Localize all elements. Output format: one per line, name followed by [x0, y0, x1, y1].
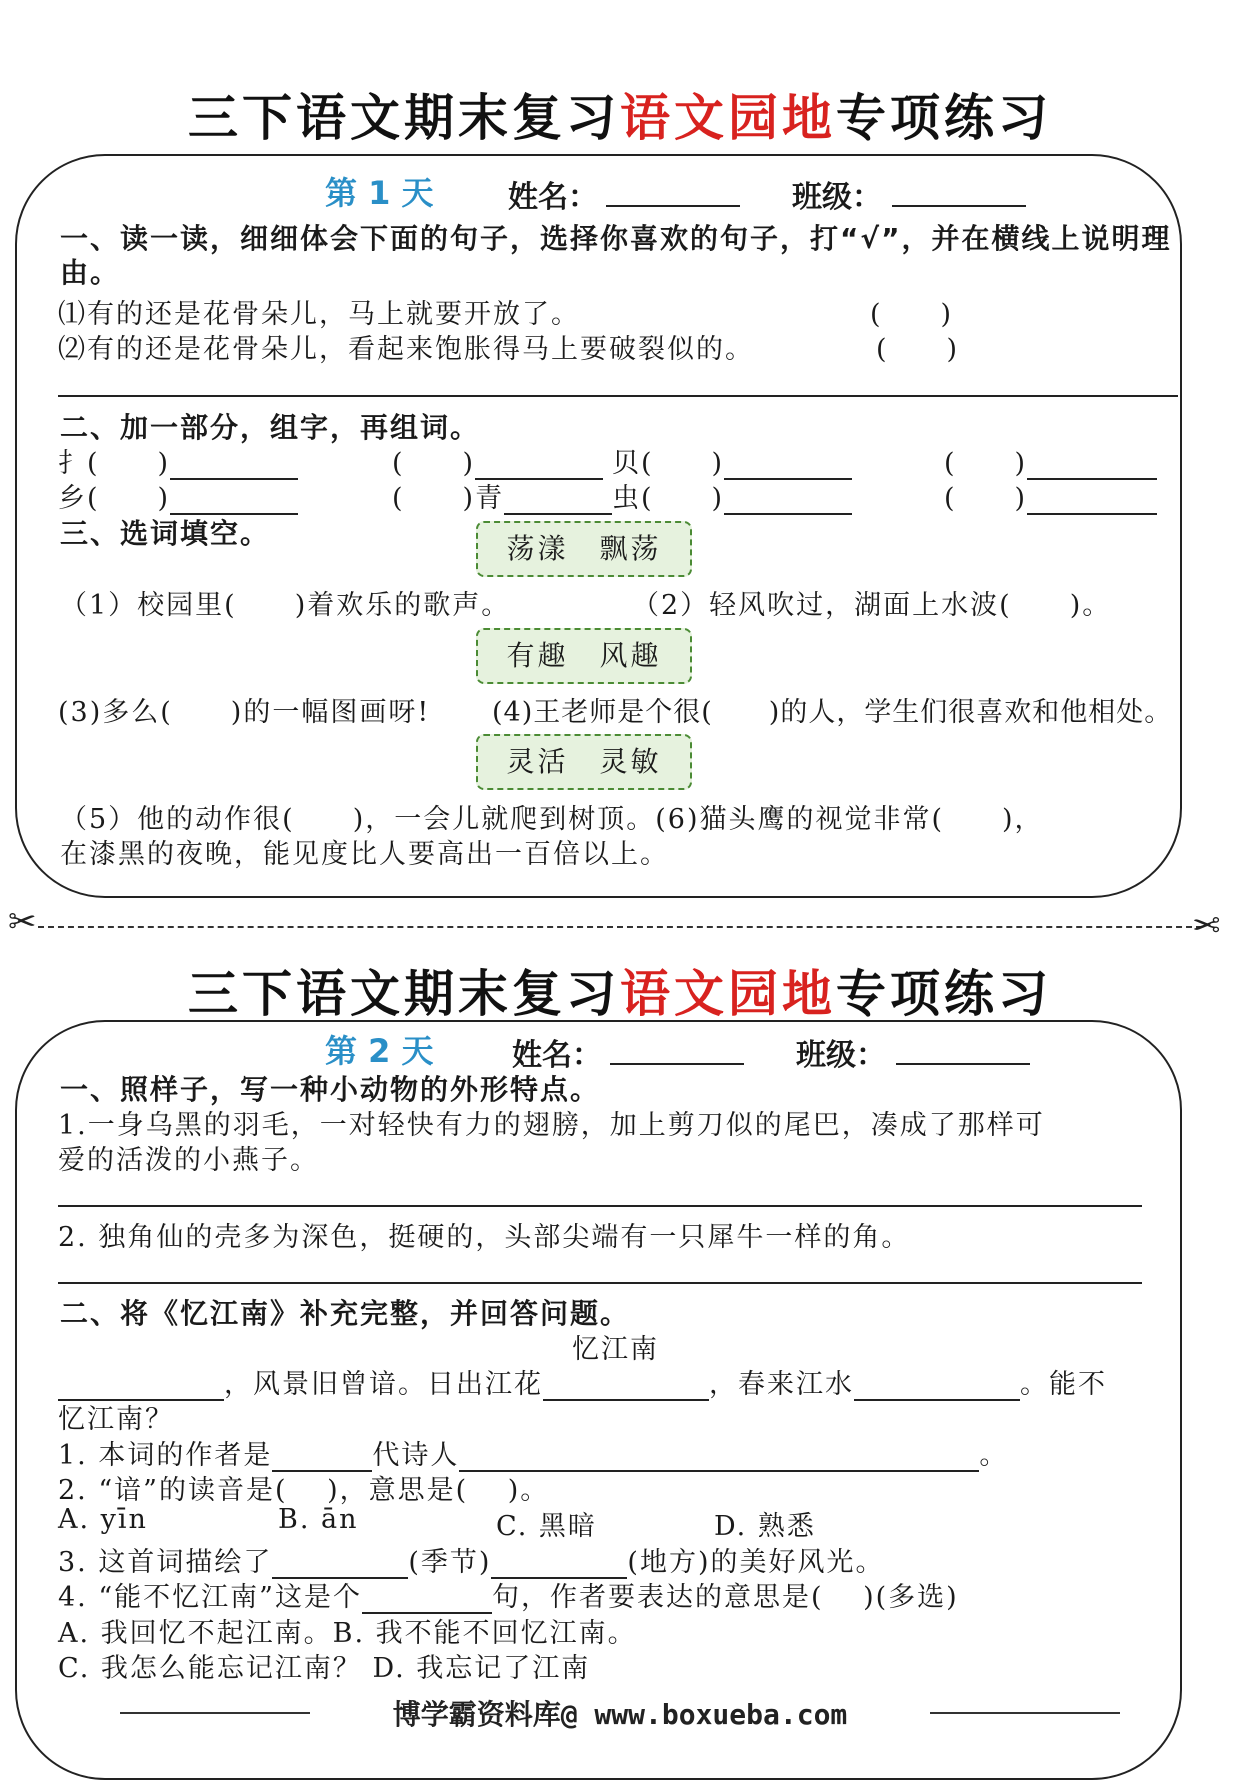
day1-section2-heading: 二、加一部分，组字，再组词。 [60, 411, 481, 444]
day2-q4-options-2: C. 我怎么能忘记江南？ D. 我忘记了江南 [58, 1653, 591, 1684]
day2-q4-options-1: A. 我回忆不起江南。B. 我不能不回忆江南。 [58, 1618, 637, 1649]
day1-q6: 在漆黑的夜晚，能见度比人要高出一百倍以上。 [60, 839, 669, 870]
title-suffix: 专项练习 [836, 965, 1052, 1023]
day1-wordbox-3: 灵活 灵敏 [476, 734, 692, 790]
poem-line-2: 忆江南？ [58, 1404, 174, 1435]
title-prefix: 三下语文期末复习 [188, 965, 620, 1023]
day1-name-label: 姓名： [508, 180, 598, 215]
day2-q4: 4. “能不忆江南”这是个 句，作者要表达的意思是( )(多选) [58, 1582, 959, 1613]
day1-s2-r1-c3: 贝( ) [612, 441, 852, 480]
poem-title: 忆江南 [572, 1334, 659, 1365]
day2-class-field[interactable] [896, 1063, 1030, 1065]
day1-section3-heading: 三、选词填空。 [60, 517, 271, 550]
title-prefix: 三下语文期末复习 [188, 89, 620, 147]
day1-s1-item2: ⑵有的还是花骨朵儿，看起来饱胀得马上要破裂似的。 [58, 334, 754, 365]
day2-answer-line-1[interactable] [58, 1205, 1142, 1207]
day1-s1-item1-paren[interactable]: ( ) [870, 299, 954, 330]
day2-label: 第 2 天 [325, 1032, 434, 1070]
day2-q2-option-d: D. 熟悉 [714, 1511, 816, 1542]
title-suffix: 专项练习 [836, 89, 1052, 147]
day1-s2-r2-c4: ( ) [944, 476, 1157, 515]
day1-s2-r2-c2: ( )青 [392, 476, 612, 515]
day1-q5: （5）他的动作很( )，一会儿就爬到树顶。(6)猫头鹰的视觉非常( )， [60, 804, 1044, 835]
day2-answer-line-2[interactable] [58, 1282, 1142, 1284]
day1-s2-r2-c3: 虫( ) [612, 476, 852, 515]
day2-example1-b: 爱的活泼的小燕子。 [58, 1145, 319, 1176]
day2-q2: 2. “谙”的读音是( )，意思是( )。 [58, 1475, 550, 1506]
day1-q1: （1）校园里( )着欢乐的歌声。 [60, 590, 511, 621]
day1-s2-r1-c4: ( ) [944, 441, 1157, 480]
day2-section1-heading: 一、照样子，写一种小动物的外形特点。 [60, 1073, 601, 1106]
day2-name-field[interactable] [610, 1063, 744, 1065]
footer-watermark: 博学霸资料库@ www.boxueba.com [392, 1698, 848, 1731]
day1-q2: （2）轻风吹过，湖面上水波( )。 [632, 590, 1112, 621]
day1-s1-item2-paren[interactable]: ( ) [876, 334, 960, 365]
day1-class-field[interactable] [892, 205, 1026, 207]
day1-class-label: 班级： [792, 180, 882, 215]
day2-q1: 1. 本词的作者是 代诗人 。 [58, 1440, 1009, 1471]
day1-q4: (4)王老师是个很( )的人，学生们很喜欢和他相处。 [492, 697, 1173, 728]
day2-q3: 3. 这首词描绘了 (季节) (地方)的美好风光。 [58, 1547, 885, 1578]
title-highlight: 语文园地 [620, 965, 836, 1023]
day1-s2-r2-c1: 乡( ) [58, 476, 298, 515]
scissors-left-icon: ✂ [8, 902, 37, 942]
day2-name-label: 姓名： [512, 1038, 602, 1073]
day1-wordbox-1: 荡漾 飘荡 [476, 521, 692, 577]
poem-line-1: ，风景旧曾谙。日出江花 ，春来江水 。能不 [58, 1362, 1107, 1401]
worksheet-title-2 [0, 954, 1240, 1026]
day2-q2-option-c: C. 黑暗 [496, 1511, 597, 1542]
day2-q2-option-a: A. yīn [58, 1504, 148, 1535]
day1-q3: (3)多么( )的一幅图画呀! [58, 697, 431, 728]
day2-example1-a: 1.一身乌黑的羽毛，一对轻快有力的翅膀，加上剪刀似的尾巴，凑成了那样可 [58, 1110, 1045, 1141]
scissors-right-icon: ✂ [1192, 906, 1221, 946]
title-highlight: 语文园地 [620, 89, 836, 147]
day2-example2: 2. 独角仙的壳多为深色，挺硬的，头部尖端有一只犀牛一样的角。 [58, 1222, 911, 1253]
day1-s1-answer-line[interactable] [58, 395, 1178, 397]
day1-s2-r1-c2: ( ) [392, 441, 603, 480]
day1-s2-r1-c1: 扌( ) [58, 441, 298, 480]
cut-line [38, 926, 1202, 928]
day2-section2-heading: 二、将《忆江南》补充完整，并回答问题。 [60, 1297, 631, 1330]
day1-wordbox-2: 有趣 风趣 [476, 628, 692, 684]
day1-s1-item1: ⑴有的还是花骨朵儿，马上就要开放了。 [58, 299, 580, 330]
worksheet-title [0, 78, 1240, 150]
day2-q2-option-b: B. ān [278, 1504, 359, 1535]
day2-class-label: 班级： [796, 1038, 886, 1073]
day1-name-field[interactable] [606, 205, 740, 207]
day1-section1-heading: 一、读一读，细细体会下面的句子，选择你喜欢的句子，打“√”，并在横线上说明理由。 [60, 222, 1172, 289]
day1-label: 第 1 天 [325, 174, 434, 212]
